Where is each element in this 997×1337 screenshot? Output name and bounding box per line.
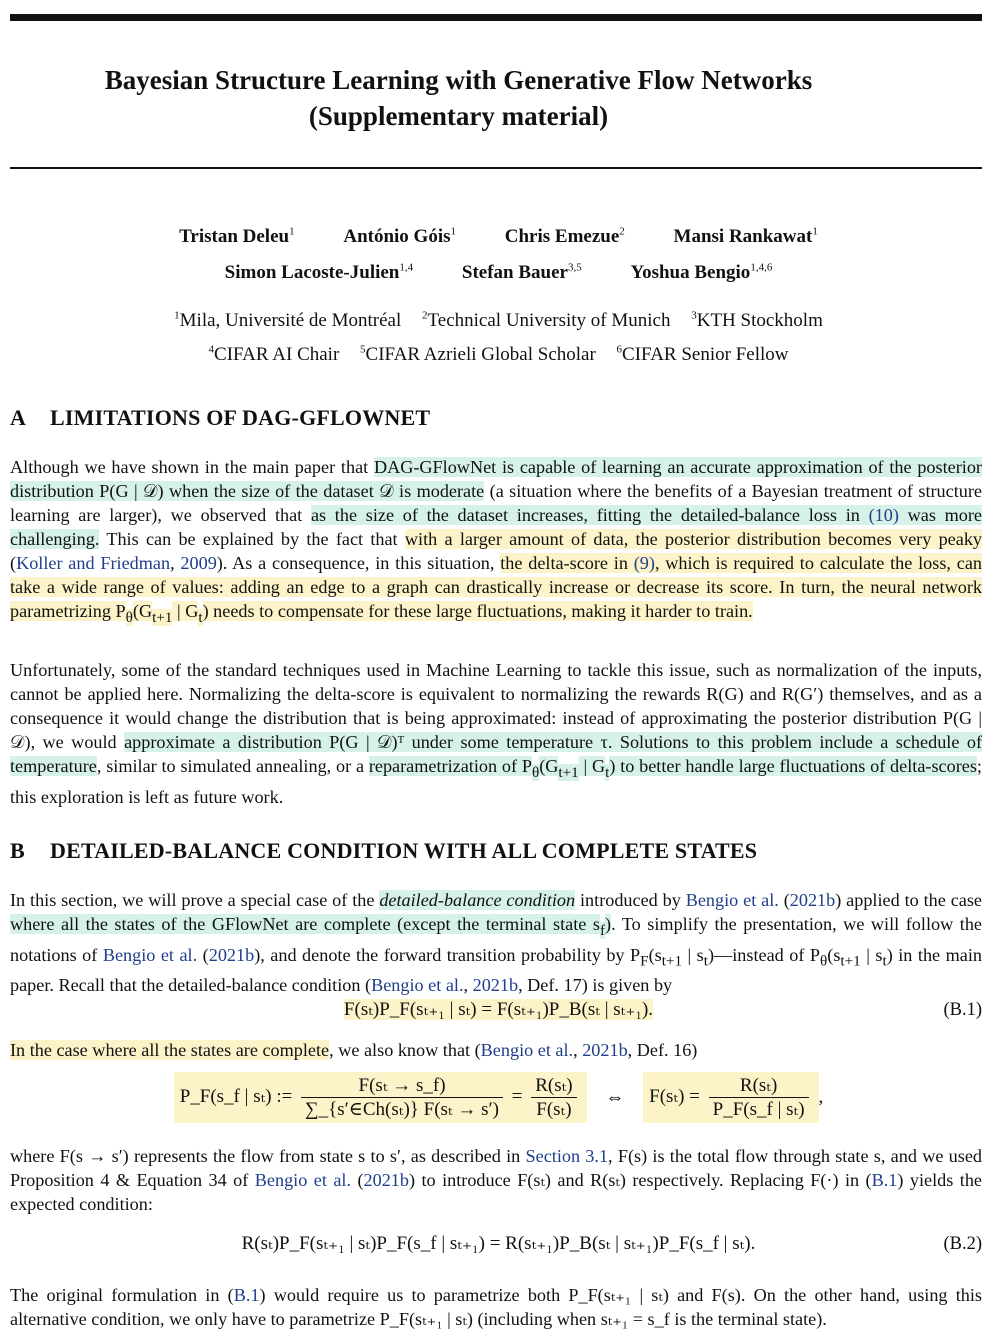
citation-link[interactable]: Bengio et al.: [102, 944, 198, 965]
equation-b2-label: (B.2): [943, 1234, 982, 1254]
author: Chris Emezue$^2$: [504, 225, 625, 247]
affiliation: $^6$CIFAR Senior Fellow: [616, 343, 789, 365]
author: Mansi Rankawat$^1$: [673, 225, 818, 247]
citation-link[interactable]: 2021b: [582, 1040, 628, 1060]
affiliation: $^1$Mila, Université de Montréal: [174, 309, 402, 331]
author-row-2: [0, 262, 997, 284]
author: Simon Lacoste-Julien$^{1,4}$: [224, 261, 414, 283]
author: António Góis$^1$: [343, 225, 457, 247]
equation-b1: F(sₜ)P_F(sₜ₊₁ | sₜ) = F(sₜ₊₁)P_B(sₜ | sₜ₊₁).: [343, 999, 654, 1020]
paragraph-detailed-balance-1: In this section, we will prove a special case of the detailed-balance condition introduced by Bengio et al. (2021b) applied to the case where all the states of the GFlowNet are complete (except the terminal state $s_f$). To simplify the presentation, we will follow the notations of Bengio et al. (2021b), and denote the forward transition probability by $P_F(s_{t+1}$ | $s_t)—instead$ of $P_\theta(s_{t+1}$ | $s_t$) in the main paper. Recall that the detailed-balance condition (Bengio et al., 2021b, Def. 17) is given by: [10, 890, 982, 996]
author: Tristan Deleu$^1$: [179, 225, 295, 247]
fraction: $\frac{\text{R(sₜ)}}{\text{P\_F(s\_f | sₜ)}}$: [709, 1074, 809, 1121]
eq-link[interactable]: (10): [868, 505, 899, 525]
equation-b1-label: (B.1): [943, 1000, 982, 1020]
section-link[interactable]: Section 3.1: [525, 1146, 609, 1166]
affiliation: $^3$KTH Stockholm: [691, 309, 823, 331]
equation-terminal-flow: P_F(s_f | sₜ) := $\frac{\text{F(sₜ → s\_f)}}{\text{∑\_\{s′∈Ch(sₜ)\} F(sₜ → s′)}}$ = $\frac{\text{R(sₜ)}}{\text{F(sₜ)}}$ ⇔ F(sₜ) = $\frac{\text{R(sₜ)}}{\text{P\_F(s\_f | sₜ)}}$ ,: [0, 1072, 997, 1123]
paragraph-detailed-balance-2: In the case where all the states are complete, we also know that (Bengio et al., 2021b, Def. 16): [10, 1040, 698, 1060]
affiliation: $^4$CIFAR AI Chair: [208, 343, 340, 365]
paragraph-detailed-balance-4: The original formulation in (B.1) would require us to parametrize both P_F(sₜ₊₁ | sₜ) and F(s). On the other hand, using this alternative condition, we only have to parametrize P_F(sₜ₊₁ | sₜ) (including when sₜ₊₁ = s_f is the terminal state).: [10, 1285, 982, 1329]
section-a-heading: A LIMITATIONS OF DAG-GFLOWNET: [10, 405, 431, 430]
affiliation-row-2: [0, 344, 997, 366]
fraction: $\frac{\text{F(sₜ → s\_f)}}{\text{∑\_\{s′∈Ch(sₜ)\} F(sₜ → s′)}}$: [301, 1074, 503, 1121]
paragraph-limitations-2: Unfortunately, some of the standard techniques used in Machine Learning to tackle this issue, such as normalization of the inputs, cannot be applied here. Normalizing the delta-score is equivalent to normalizing the rewards R(G) and R(G′) themselves, and as a consequence it would change the distribution that is being approximated: instead of approximating the posterior distribution P(G | 𝒟), we would approximate a distribution P(G | 𝒟)ᵀ under some temperature τ. Solutions to this problem include a schedule of temperature, similar to simulated annealing, or a reparametrization of $P_\theta(G_{t+1}$ | $G_t$) to better handle large fluctuations of delta-scores; this exploration is left as future work.: [10, 660, 982, 807]
top-rule: [10, 14, 982, 21]
citation-link[interactable]: Koller and Friedman: [16, 553, 171, 573]
fraction: $\frac{\text{R(sₜ)}}{\text{F(sₜ)}}$: [531, 1074, 576, 1121]
citation-link[interactable]: Bengio et al.: [685, 890, 779, 910]
affiliation-row-1: [0, 310, 997, 332]
citation-link[interactable]: Bengio et al.: [480, 1040, 574, 1060]
citation-link[interactable]: 2009: [180, 553, 217, 573]
citation-link[interactable]: 2021b: [208, 944, 255, 965]
author: Yoshua Bengio$^{1,4,6}$: [630, 261, 773, 283]
paragraph-limitations-1: Although we have shown in the main paper that DAG-GFlowNet is capable of learning an accurate approximation of the posterior distribution P(G | 𝒟) when the size of the dataset 𝒟 is moderate (a situation where the benefits of a Bayesian treatment of structure learning are larger), we observed that as the size of the dataset increases, fitting the detailed-balance loss in (10) was more challenging. This can be explained by the fact that with a larger amount of data, the posterior distribution becomes very peaky (Koller and Friedman, 2009). As a consequence, in this situation, the delta-score in (9), which is required to calculate the loss, can take a wide range of values: adding an edge to a graph can drastically increase or decrease its score. In turn, the neural network parametrizing $P_\theta(G_{t+1}$ | $G_t$) needs to compensate for these large fluctuations, making it harder to train.: [10, 457, 983, 626]
affiliation: $^5$CIFAR Azrieli Global Scholar: [360, 343, 596, 365]
affiliation: $^2$Technical University of Munich: [422, 309, 671, 331]
citation-link[interactable]: 2021b: [472, 975, 519, 996]
eq-link[interactable]: (9): [633, 553, 655, 573]
title-rule: [10, 167, 982, 169]
citation-link[interactable]: Bengio et al.: [371, 975, 464, 996]
paragraph-detailed-balance-3: where F(s → s′) represents the flow from state s to s′, as described in Section 3.1, F(s) is the total flow through state s, and we used Proposition 4 & Equation 34 of Bengio et al. (2021b) to introduce F(sₜ) and R(sₜ) respectively. Replacing F(·) in (B.1) yields the expected condition:: [10, 1146, 982, 1214]
title-line-2: (Supplementary material): [308, 101, 609, 131]
equation-b2: R(sₜ)P_F(sₜ₊₁ | sₜ)P_F(s_f | sₜ₊₁) = R(sₜ₊₁)P_B(sₜ | sₜ₊₁)P_F(s_f | sₜ).: [241, 1233, 756, 1254]
paper-title: [0, 62, 997, 134]
section-b-heading: B DETAILED-BALANCE CONDITION WITH ALL COMPLETE STATES: [10, 838, 758, 863]
eq-link[interactable]: B.1: [871, 1170, 898, 1190]
title-line-1: Bayesian Structure Learning with Generative Flow Networks: [104, 65, 813, 95]
author: Stefan Bauer$^{3,5}$: [461, 261, 582, 283]
citation-link[interactable]: 2021b: [363, 1170, 409, 1190]
citation-link[interactable]: 2021b: [789, 890, 836, 910]
eq-link[interactable]: B.1: [233, 1285, 260, 1305]
author-row-1: [0, 226, 997, 248]
citation-link[interactable]: Bengio et al.: [254, 1170, 352, 1190]
